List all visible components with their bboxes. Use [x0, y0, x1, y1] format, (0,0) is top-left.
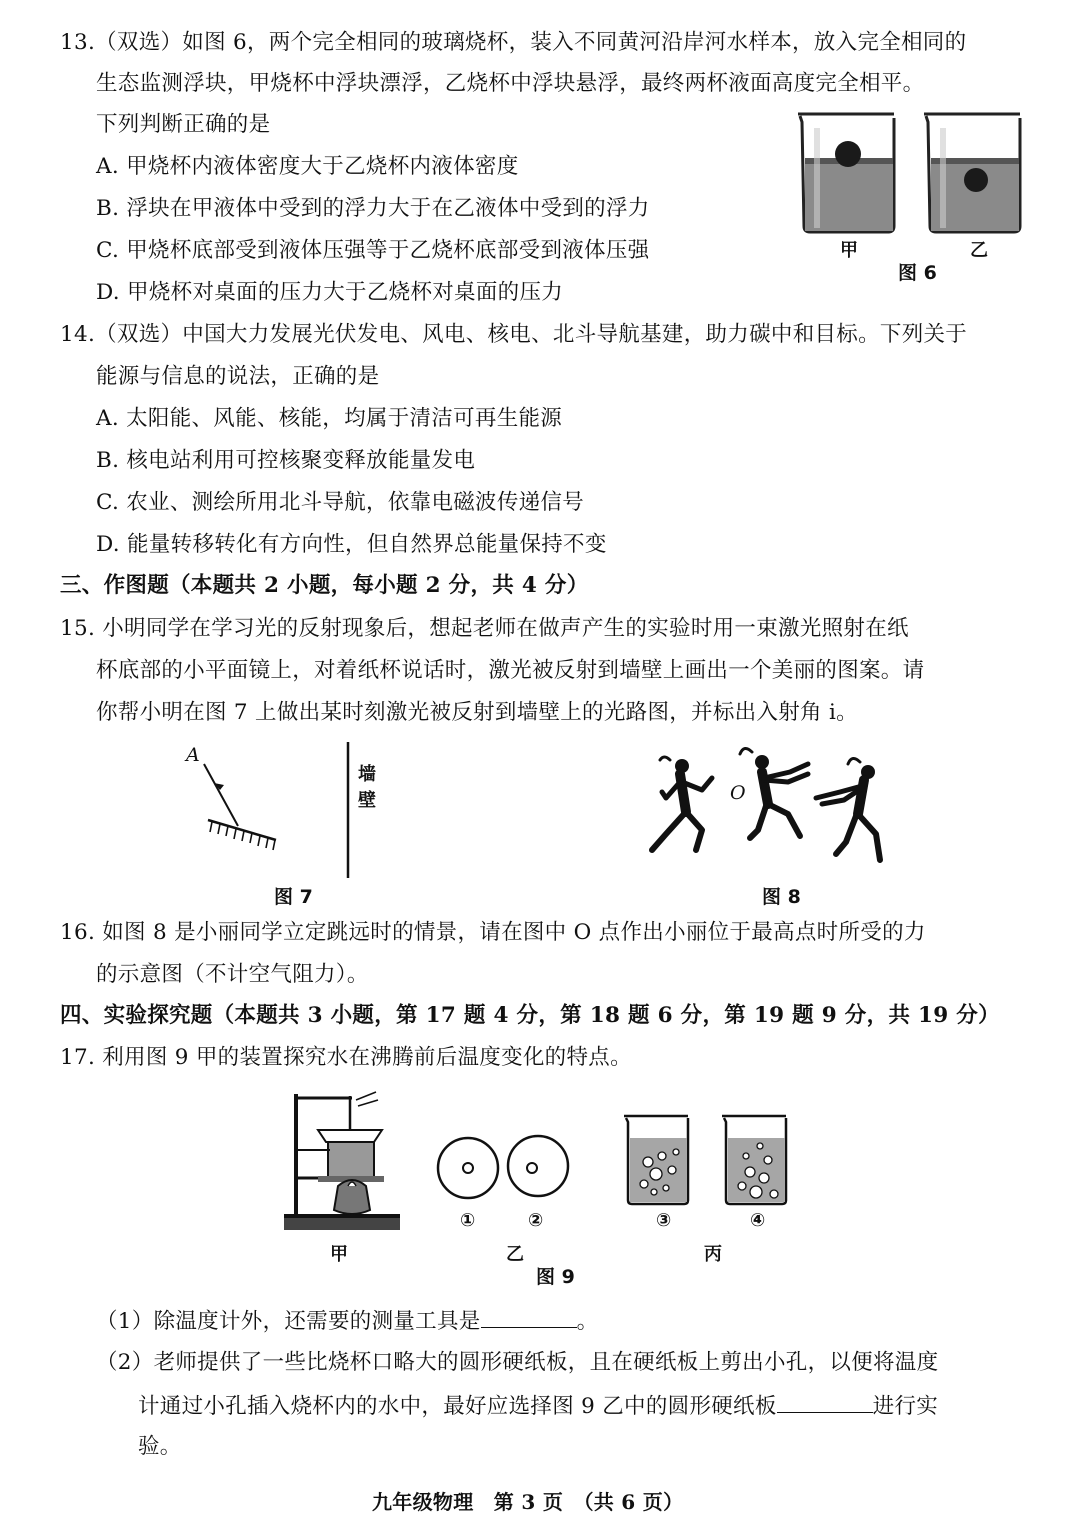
q17-sub-2-end: 进行实 [872, 1394, 939, 1419]
q17-sub-2-text: 计通过小孔插入烧杯内的水中，最好应选择图 9 乙中的圆形硬纸板 [138, 1394, 777, 1419]
fig9-label-yi: 乙 [506, 1244, 524, 1265]
q17-sub-2-line-3: 验。 [138, 1434, 182, 1459]
q13-option-a: A. 甲烧杯内液体密度大于乙烧杯内液体密度 [96, 154, 519, 179]
fig8-point-o: O [730, 782, 746, 804]
q14-option-d: D. 能量转移转化有方向性，但自然界总能量保持不变 [96, 532, 607, 557]
beaker-jia [798, 114, 894, 232]
cardboard-1 [438, 1138, 498, 1198]
fig6-label-jia: 甲 [840, 240, 858, 261]
q16-line-1: 16. 如图 8 是小丽同学立定跳远时的情景，请在图中 O 点作出小丽位于最高点时所受的力 [60, 920, 926, 945]
fig9-label-circle-2: ② [528, 1210, 544, 1231]
q14-option-c: C. 农业、测绘所用北斗导航，依靠电磁波传递信号 [96, 490, 585, 515]
fig6-label-yi: 乙 [970, 240, 988, 261]
q13-line-3: 下列判断正确的是 [96, 112, 271, 137]
q14-line-2: 能源与信息的说法，正确的是 [96, 364, 380, 389]
fig7-point-a: A [186, 744, 201, 766]
q17-sub-2-line-2 [138, 1390, 938, 1422]
q17-line-1: 17. 利用图 9 甲的装置探究水在沸腾前后温度变化的特点。 [60, 1045, 632, 1070]
q17-sub-1-text: （1）除温度计外，还需要的测量工具是 [96, 1309, 481, 1334]
figure-8-long-jump [640, 742, 900, 882]
q17-sub-1 [96, 1305, 598, 1337]
beaker-yi [924, 114, 1020, 232]
figure-9-apparatus [282, 1090, 402, 1232]
q13-option-b: B. 浮块在甲液体中受到的浮力大于在乙液体中受到的浮力 [96, 196, 650, 221]
section-4-heading: 四、实验探究题（本题共 3 小题，第 17 题 4 分，第 18 题 6 分，第 19 题 9 分，共 19 分） [60, 1003, 1000, 1028]
section-3-heading: 三、作图题（本题共 2 小题，每小题 2 分，共 4 分） [60, 573, 589, 598]
q15-line-1: 15. 小明同学在学习光的反射现象后，想起老师在做声产生的实验时用一束激光照射在纸 [60, 616, 909, 641]
q14-option-b: B. 核电站利用可控核聚变释放能量发电 [96, 448, 476, 473]
fig9-label-circle-4: ④ [750, 1210, 766, 1231]
jumper-silhouette-1 [652, 757, 712, 850]
beaker-4 [722, 1116, 786, 1204]
fig8-caption: 图 8 [762, 886, 801, 908]
jumper-silhouette-2 [740, 748, 808, 838]
beaker-3 [624, 1116, 688, 1204]
q17-sub-1-end: 。 [576, 1309, 599, 1334]
fig9-caption: 图 9 [536, 1266, 575, 1288]
fig6-caption: 图 6 [898, 262, 937, 284]
q15-line-3: 你帮小明在图 7 上做出某时刻激光被反射到墙壁上的光路图，并标出入射角 i。 [96, 700, 858, 725]
q13-option-d: D. 甲烧杯对桌面的压力大于乙烧杯对桌面的压力 [96, 280, 564, 305]
fig9-label-circle-1: ① [460, 1210, 476, 1231]
q17-sub-2-answer-blank[interactable] [777, 1390, 873, 1413]
fig7-wall-label-1: 墙 [358, 764, 376, 785]
q14-line-1: 14.（双选）中国大力发展光伏发电、风电、核电、北斗导航基建，助力碳中和目标。下列关于 [60, 322, 968, 347]
q14-option-a: A. 太阳能、风能、核能，均属于清洁可再生能源 [96, 406, 563, 431]
fig7-wall-label-2: 壁 [358, 790, 376, 811]
jumper-silhouette-3 [816, 758, 880, 860]
q13-line-1: 13.（双选）如图 6，两个完全相同的玻璃烧杯，装入不同黄河沿岸河水样本，放入完全相同的 [60, 30, 967, 55]
q16-line-2: 的示意图（不计空气阻力）。 [96, 962, 369, 987]
figure-9-bubble-beakers [620, 1112, 800, 1208]
q13-line-2: 生态监测浮块，甲烧杯中浮块漂浮，乙烧杯中浮块悬浮，最终两杯液面高度完全相平。 [96, 71, 925, 96]
fig9-label-jia: 甲 [330, 1244, 348, 1265]
q15-line-2: 杯底部的小平面镜上，对着纸杯说话时，激光被反射到墙壁上画出一个美丽的图案。请 [96, 658, 925, 683]
page-footer: 九年级物理 第 3 页 （共 6 页） [372, 1490, 684, 1514]
q17-sub-2-line-1: （2）老师提供了一些比烧杯口略大的圆形硬纸板，且在硬纸板上剪出小孔，以便将温度 [96, 1350, 939, 1375]
fig7-caption: 图 7 [274, 886, 313, 908]
q13-option-c: C. 甲烧杯底部受到液体压强等于乙烧杯底部受到液体压强 [96, 238, 650, 263]
figure-6-beakers [790, 108, 1030, 238]
cardboard-2 [508, 1136, 568, 1196]
fig9-label-bing: 丙 [704, 1244, 722, 1265]
q17-sub-1-answer-blank[interactable] [481, 1305, 577, 1328]
figure-9-cardboards [432, 1132, 582, 1202]
fig9-label-circle-3: ③ [656, 1210, 672, 1231]
